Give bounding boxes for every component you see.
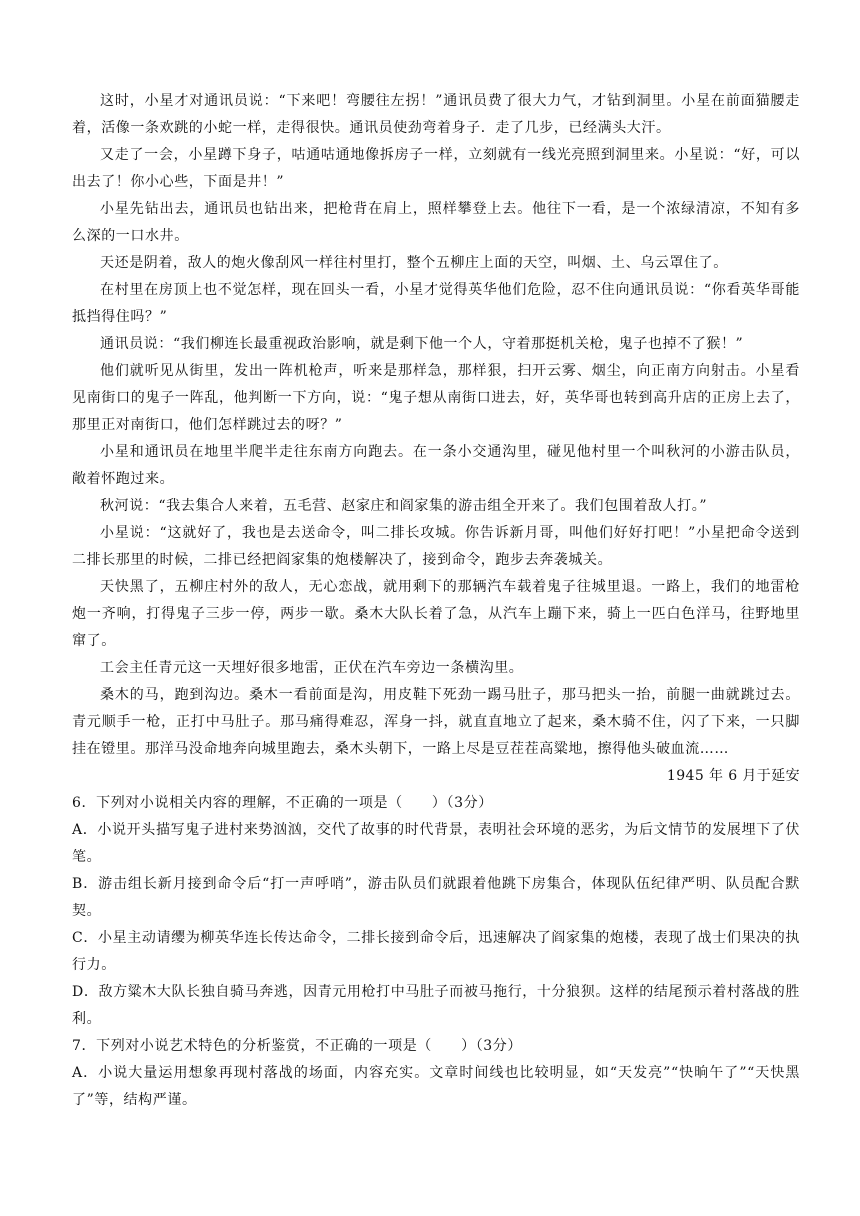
story-paragraph: 小星说：“这就好了，我也是去送命令，叫二排长攻城。你告诉新月哥，叫他们好好打吧！”小星把命令送到二排长那里的时候，二排已经把阎家集的炮楼解决了，接到命令，跑步去奔袭城关。: [72, 525, 800, 568]
document-page: [72, 88, 800, 1114]
story-paragraph: 秋河说：“我去集合人来着，五毛营、赵家庄和阎家集的游击组全开来了。我们包围着敌人打。”: [100, 498, 708, 514]
question-stem: 6．下列对小说相关内容的理解，不正确的一项是（ ）（3分）: [72, 795, 493, 811]
story-paragraph: 天还是阴着，敌人的炮火像刮风一样往村里打，整个五柳庄上面的天空，叫烟、土、乌云罩住了。: [100, 255, 728, 271]
question-stem: 7．下列对小说艺术特色的分析鉴赏，不正确的一项是（ ）（3分）: [72, 1038, 523, 1054]
story-paragraph: 小星和通讯员在地里半爬半走往东南方向跑去。在一条小交通沟里，碰见他村里一个叫秋河的小游击队员，敞着怀跑过来。: [72, 444, 800, 487]
story-paragraph: 在村里在房顶上也不觉怎样，现在回头一看，小星才觉得英华他们危险，忍不住向通讯员说：“你看英华哥能抵挡得住吗？”: [72, 282, 800, 325]
story-paragraph: 这时，小星才对通讯员说：“下来吧！弯腰往左拐！”通讯员费了很大力气，才钻到洞里。小星在前面猫腰走着，活像一条欢跳的小蛇一样，走得很快。通讯员使劲弯着身子．走了几步，已经满头大汗。: [72, 93, 800, 136]
story-paragraph: 小星先钻出去，通讯员也钻出来，把枪背在肩上，照样攀登上去。他往下一看，是一个浓绿清凉，不知有多么深的一口水井。: [72, 201, 800, 244]
option-a: A．小说开头描写鬼子进村来势汹汹，交代了故事的时代背景，表明社会环境的恶劣，为后文情节的发展埋下了伏笔。: [72, 822, 800, 865]
question-7: [72, 1033, 800, 1114]
story-paragraph: 桑木的马，跑到沟边。桑木一看前面是沟，用皮鞋下死劲一踢马肚子，那马把头一抬，前腿一曲就跳过去。青元顺手一枪，正打中马肚子。那马痛得难忍，浑身一抖，就直直地立了起来，桑木骑不住，闪了下来，一只脚挂在镫里。那洋马没命地奔向城里跑去，桑木头朝下，一路上尽是豆茬茬高粱地，擦得他头破血流……: [72, 687, 800, 757]
story-date: 1945 年 6 月于延安: [666, 768, 800, 784]
question-6: [72, 790, 800, 1033]
story-paragraph: 又走了一会，小星蹲下身子，咕通咕通地像拆房子一样，立刻就有一线光亮照到洞里来。小星说：“好，可以出去了！你小心些，下面是井！”: [72, 147, 800, 190]
option-b: B．游击组长新月接到命令后“打一声呼哨”，游击队员们就跟着他跳下房集合，体现队伍纪律严明、队员配合默契。: [72, 876, 800, 919]
story-text: [72, 88, 800, 790]
option-c: C．小星主动请缨为柳英华连长传达命令，二排长接到命令后，迅速解决了阎家集的炮楼，表现了战士们果决的执行力。: [72, 930, 800, 973]
story-paragraph: 天快黑了，五柳庄村外的敌人，无心恋战，就用剩下的那辆汽车载着鬼子往城里退。一路上，我们的地雷枪炮一齐响，打得鬼子三步一停，两步一歇。桑木大队长着了急，从汽车上蹦下来，骑上一匹白色洋马，往野地里窜了。: [72, 579, 800, 649]
story-paragraph: 通讯员说：“我们柳连长最重视政治影响，就是剩下他一个人，守着那挺机关枪，鬼子也掉不了猴！”: [100, 336, 744, 352]
story-paragraph: 工会主任青元这一天埋好很多地雷，正伏在汽车旁边一条横沟里。: [100, 660, 524, 676]
option-a: A．小说大量运用想象再现村落战的场面，内容充实。文章时间线也比较明显，如“天发亮”“快晌午了”“天快黑了”等，结构严谨。: [72, 1065, 800, 1108]
option-d: D．敌方粱木大队长独自骑马奔逃，因青元用枪打中马肚子而被马拖行，十分狼狈。这样的结尾预示着村落战的胜利。: [72, 984, 800, 1027]
story-paragraph: 他们就听见从街里，发出一阵机枪声，听来是那样急，那样狠，扫开云雾、烟尘，向正南方向射击。小星看见南街口的鬼子一阵乱，他判断一下方向，说：“鬼子想从南街口进去，好，英华哥也转到高升店的正房上去了，那里正对南街口，他们怎样跳过去的呀？”: [72, 363, 800, 433]
